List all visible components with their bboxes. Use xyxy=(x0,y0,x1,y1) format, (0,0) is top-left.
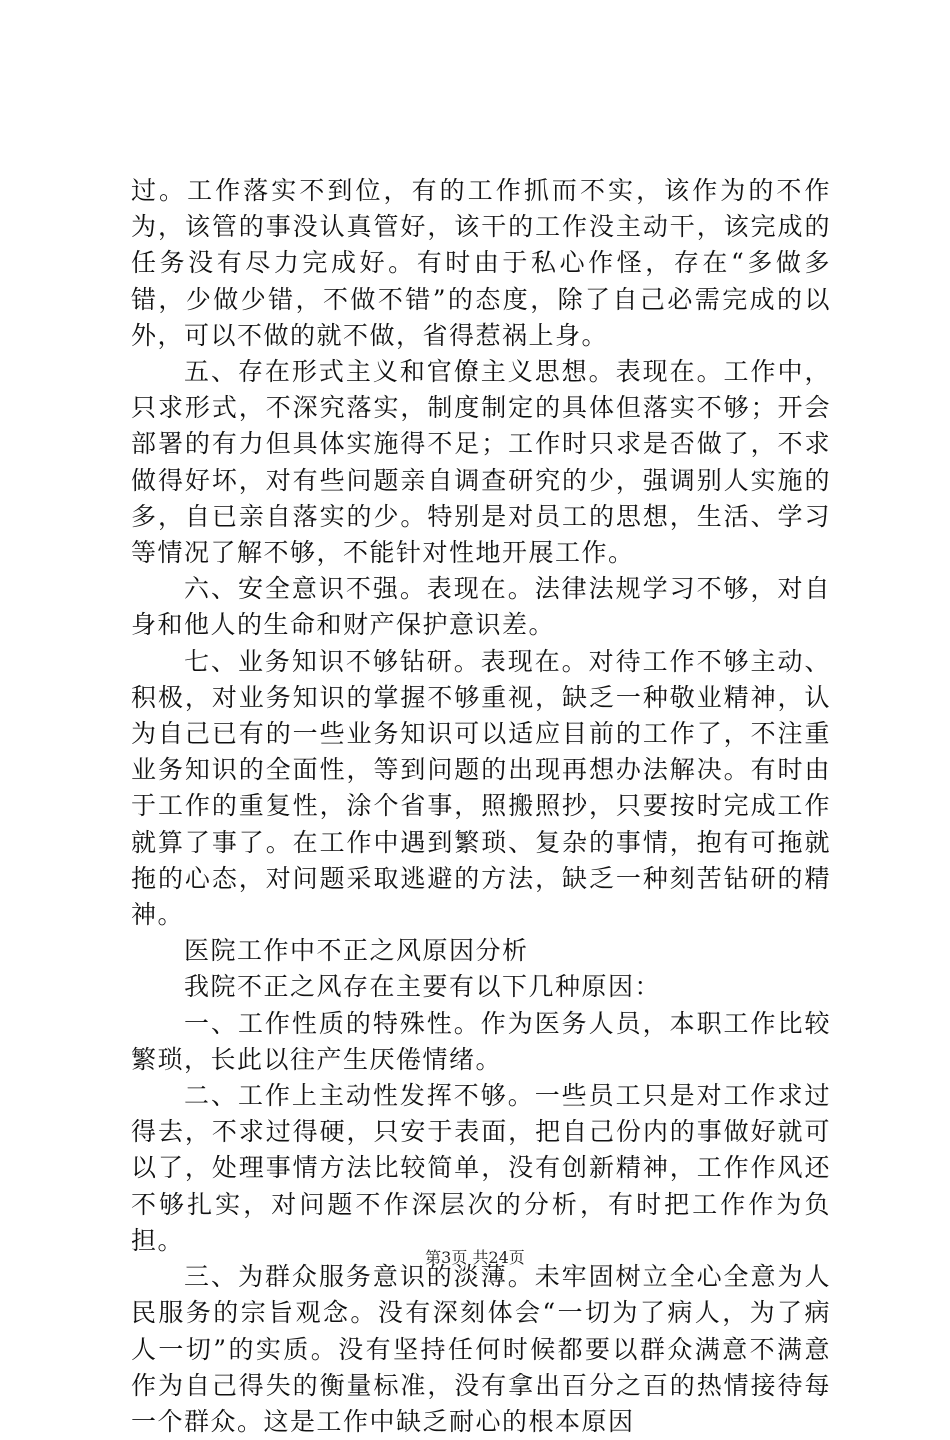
page-footer xyxy=(0,1245,950,1268)
paragraph-1: 过。工作落实不到位，有的工作抓而不实，该作为的不作为，该管的事没认真管好，该干的工作没主动干，该完成的任务没有尽力完成好。有时由于私心作怪，存在“多做多错，少做少错，不做不错”的态度，除了自己必需完成的以外，可以不做的就不做，省得惹祸上身。 xyxy=(131,176,831,350)
paragraph-7: 一、工作性质的特殊性。作为医务人员，本职工作比较繁琐，长此以往产生厌倦情绪。 xyxy=(131,1008,831,1074)
paragraph-2: 五、存在形式主义和官僚主义思想。表现在。工作中，只求形式，不深究落实，制度制定的具体但落实不够；开会部署的有力但具体实施得不足；工作时只求是否做了，不求做得好坏，对有些问题亲自调查研究的少，强调别人实施的多，自已亲自落实的少。特别是对员工的思想，生活、学习等情况了解不够，不能针对性地开展工作。 xyxy=(131,357,831,568)
page-number-label: 第3页 共24页 xyxy=(425,1248,525,1267)
paragraph-4: 七、业务知识不够钻研。表现在。对待工作不够主动、积极，对业务知识的掌握不够重视，缺乏一种敬业精神，认为自己已有的一些业务知识可以适应目前的工作了，不注重业务知识的全面性，等到问题的出现再想办法解决。有时由于工作的重复性，涂个省事，照搬照抄，只要按时完成工作就算了事了。在工作中遇到繁琐、复杂的事情，抱有可拖就拖的心态，对问题采取逃避的方法，缺乏一种刻苦钻研的精神。 xyxy=(131,646,831,930)
paragraph-8: 二、工作上主动性发挥不够。一些员工只是对工作求过得去，不求过得硬，只安于表面，把自己份内的事做好就可以了，处理事情方法比较简单，没有创新精神，工作作风还不够扎实，对问题不作深层次的分析，有时把工作作为负担。 xyxy=(131,1081,831,1255)
section-heading: 医院工作中不正之风原因分析 xyxy=(184,936,529,966)
paragraph-3: 六、安全意识不强。表现在。法律法规学习不够，对自身和他人的生命和财产保护意识差。 xyxy=(131,574,831,640)
paragraph-6: 我院不正之风存在主要有以下几种原因： xyxy=(184,972,662,1002)
paragraph-9: 三、为群众服务意识的淡薄。未牢固树立全心全意为人民服务的宗旨观念。没有深刻体会“一切为了病人，为了病人一切”的实质。没有坚持任何时候都要以群众满意不满意作为自己得失的衡量标准，没有拿出百分之百的热情接待每一个群众。这是工作中缺乏耐心的根本原因 xyxy=(131,1262,831,1436)
